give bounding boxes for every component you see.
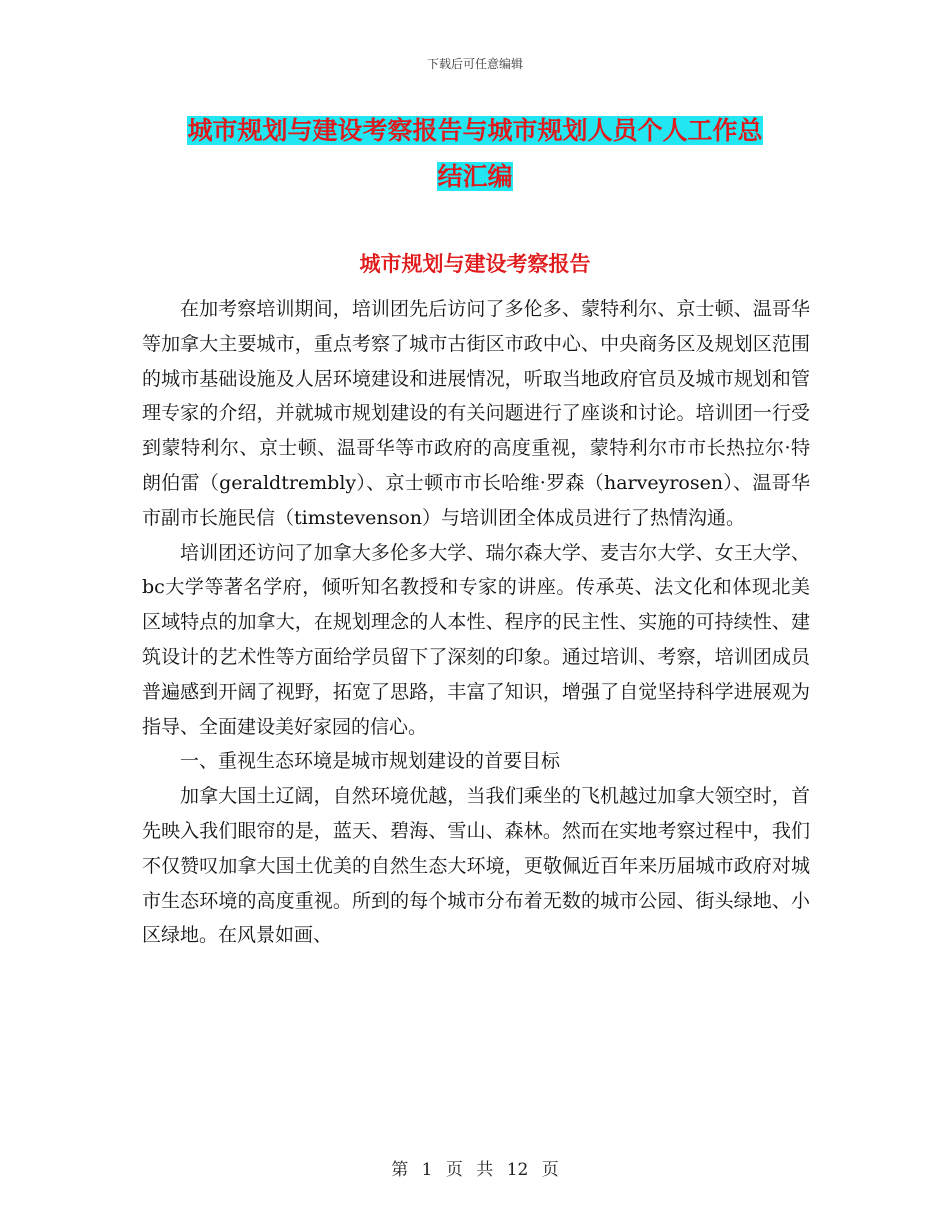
document-title (140, 108, 810, 200)
paragraph: 培训团还访问了加拿大多伦多大学、瑞尔森大学、麦吉尔大学、女王大学、bc大学等著名学府，倾听知名教授和专家的讲座。传承英、法文化和体现北美区域特点的加拿大，在规划理念的人本性、程序的民主性、实施的可持续性、建筑设计的艺术性等方面给学员留下了深刻的印象。通过培训、考察，培训团成员普遍感到开阔了视野，拓宽了思路，丰富了知识，增强了自觉坚持科学进展观为指导、全面建设美好家园的信心。 (142, 541, 810, 738)
footer-total-pages: 12 (506, 1160, 529, 1180)
paragraph: 加拿大国土辽阔，自然环境优越，当我们乘坐的飞机越过加拿大领空时，首先映入我们眼帘的是，蓝天、碧海、雪山、森林。然而在实地考察过程中，我们不仅赞叹加拿大国土优美的自然生态大环境，更敬佩近百年来历届城市政府对城市生态环境的高度重视。所到的每个城市分布着无数的城市公园、街头绿地、小区绿地。在风景如画、 (142, 785, 810, 947)
footer-total-suffix: 页 (541, 1160, 559, 1180)
document-title-line-2: 结汇编 (437, 162, 513, 191)
body-text (142, 292, 810, 953)
page-footer (0, 1155, 950, 1180)
section-title: 城市规划与建设考察报告 (359, 251, 591, 276)
document-title-line-1: 城市规划与建设考察报告与城市规划人员个人工作总 (187, 116, 763, 145)
footer-page-number: 1 (421, 1160, 433, 1180)
footer-page-prefix: 第 (391, 1160, 409, 1180)
section-heading-1: 一、重视生态环境是城市规划建设的首要目标 (180, 750, 561, 773)
footer-total-prefix: 共 (476, 1160, 494, 1180)
paragraph: 在加考察培训期间，培训团先后访问了多伦多、蒙特利尔、京士顿、温哥华等加拿大主要城市，重点考察了城市古街区市政中心、中央商务区及规划区范围的城市基础设施及人居环境建设和进展情况，听取当地政府官员及城市规划和管理专家的介绍，并就城市规划建设的有关问题进行了座谈和讨论。培训团一行受到蒙特利尔、京士顿、温哥华等市政府的高度重视，蒙特利尔市市长热拉尔·特朗伯雷（geraldtrembly）、京士顿市市长哈维·罗森（harveyrosen）、温哥华市副市长施民信（timstevenson）与培训团全体成员进行了热情沟通。 (142, 298, 810, 529)
footer-page-mid: 页 (445, 1160, 463, 1180)
header-note: 下载后可任意编辑 (426, 57, 523, 71)
